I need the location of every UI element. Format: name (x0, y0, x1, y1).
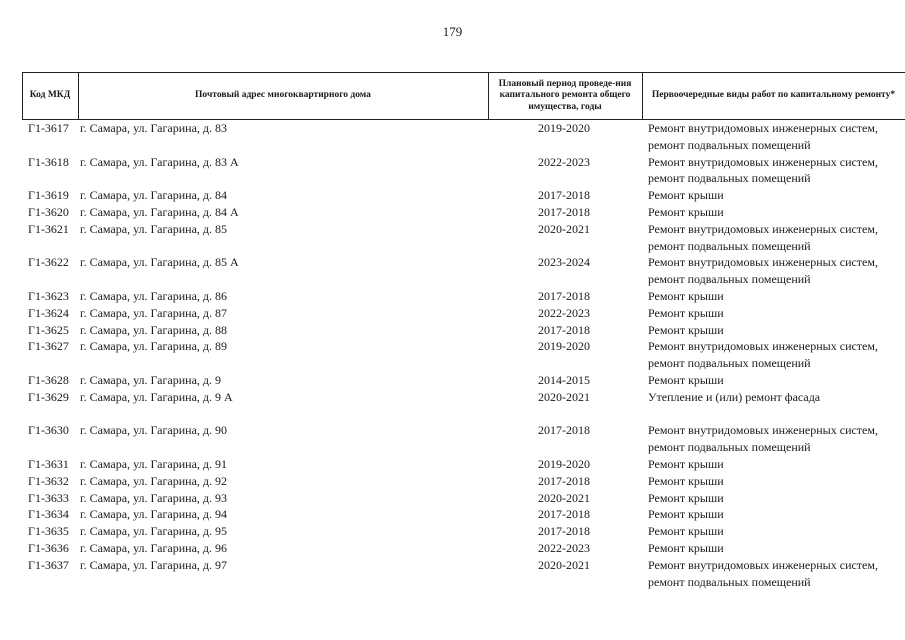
row-works: Ремонт крыши (648, 204, 724, 219)
row-code: Г1-3621 (28, 221, 69, 236)
row-works: Ремонт внутридомовых инженерных систем, ремонт подвальных помещений (648, 121, 878, 152)
row-code: Г1-3619 (28, 188, 69, 203)
header-works: Первоочередные виды работ по капитальному ремонту* (651, 90, 896, 101)
row-address: г. Самара, ул. Гагарина, д. 91 (80, 456, 228, 471)
table-row (22, 338, 905, 372)
row-address: г. Самара, ул. Гагарина, д. 96 (80, 540, 228, 555)
table-row (22, 456, 905, 473)
row-address: г. Самара, ул. Гагарина, д. 87 (80, 305, 228, 320)
row-code: Г1-3632 (28, 473, 69, 488)
row-code: Г1-3634 (28, 507, 69, 522)
row-period: 2017-2018 (538, 473, 590, 488)
row-address: г. Самара, ул. Гагарина, д. 95 (80, 524, 228, 539)
row-period: 2019-2020 (538, 121, 590, 135)
row-code: Г1-3631 (28, 456, 69, 471)
row-code: Г1-3618 (28, 154, 69, 169)
row-works: Ремонт крыши (648, 288, 724, 303)
row-address: г. Самара, ул. Гагарина, д. 83 (80, 121, 228, 135)
table-row (22, 322, 905, 339)
table-row (22, 305, 905, 322)
table-row (22, 204, 905, 221)
row-works: Ремонт крыши (648, 322, 724, 337)
row-works: Ремонт крыши (648, 540, 724, 555)
table-row (22, 557, 905, 591)
row-code: Г1-3633 (28, 490, 69, 505)
row-period: 2020-2021 (538, 490, 590, 505)
table-row (22, 540, 905, 557)
row-works: Ремонт внутридомовых инженерных систем, ремонт подвальных помещений (648, 423, 878, 455)
row-address: г. Самара, ул. Гагарина, д. 9 А (80, 389, 233, 404)
row-period: 2023-2024 (538, 255, 590, 270)
row-code: Г1-3617 (28, 121, 69, 135)
row-period: 2017-2018 (538, 423, 590, 438)
header-period: Плановый период проведе-ния капитального ремонта общего имущества, годы (498, 78, 632, 112)
row-code: Г1-3622 (28, 255, 69, 270)
row-address: г. Самара, ул. Гагарина, д. 97 (80, 557, 228, 572)
row-code: Г1-3628 (28, 372, 69, 387)
row-period: 2017-2018 (538, 204, 590, 219)
table-row (22, 120, 905, 154)
row-period: 2014-2015 (538, 372, 590, 387)
row-works: Ремонт крыши (648, 473, 724, 488)
row-works: Ремонт внутридомовых инженерных систем, ремонт подвальных помещений (648, 221, 878, 253)
row-works: Ремонт крыши (648, 456, 724, 471)
row-code: Г1-3635 (28, 524, 69, 539)
row-address: г. Самара, ул. Гагарина, д. 85 (80, 221, 228, 236)
row-period: 2019-2020 (538, 339, 590, 354)
row-period: 2017-2018 (538, 507, 590, 522)
table-body (22, 120, 905, 590)
table-row (22, 523, 905, 540)
row-code: Г1-3620 (28, 204, 69, 219)
row-address: г. Самара, ул. Гагарина, д. 86 (80, 288, 228, 303)
row-address: г. Самара, ул. Гагарина, д. 85 А (80, 255, 239, 270)
row-works: Ремонт внутридомовых инженерных систем, ремонт подвальных помещений (648, 154, 878, 186)
row-works: Ремонт внутридомовых инженерных систем, ремонт подвальных помещений (648, 557, 878, 589)
row-period: 2020-2021 (538, 389, 590, 404)
table-row (22, 389, 905, 423)
header-address: Почтовый адрес многоквартирного дома (195, 90, 371, 101)
table-row (22, 422, 905, 456)
table-row (22, 254, 905, 288)
row-address: г. Самара, ул. Гагарина, д. 89 (80, 339, 228, 354)
table-row (22, 473, 905, 490)
row-address: г. Самара, ул. Гагарина, д. 88 (80, 322, 228, 337)
row-code: Г1-3627 (28, 339, 69, 354)
table-row (22, 187, 905, 204)
row-address: г. Самара, ул. Гагарина, д. 90 (80, 423, 228, 438)
row-address: г. Самара, ул. Гагарина, д. 92 (80, 473, 228, 488)
row-works: Ремонт внутридомовых инженерных систем, ремонт подвальных помещений (648, 255, 878, 287)
row-address: г. Самара, ул. Гагарина, д. 84 (80, 188, 228, 203)
table-row (22, 490, 905, 507)
row-code: Г1-3629 (28, 389, 69, 404)
row-address: г. Самара, ул. Гагарина, д. 9 (80, 372, 222, 387)
row-address: г. Самара, ул. Гагарина, д. 83 А (80, 154, 239, 169)
table-header (22, 72, 905, 120)
row-works: Утепление и (или) ремонт фасада (648, 389, 821, 404)
row-works: Ремонт крыши (648, 372, 724, 387)
row-period: 2022-2023 (538, 540, 590, 555)
row-address: г. Самара, ул. Гагарина, д. 84 А (80, 204, 239, 219)
row-code: Г1-3630 (28, 423, 69, 438)
row-works: Ремонт крыши (648, 305, 724, 320)
row-works: Ремонт крыши (648, 490, 724, 505)
row-address: г. Самара, ул. Гагарина, д. 94 (80, 507, 228, 522)
row-period: 2022-2023 (538, 305, 590, 320)
row-code: Г1-3625 (28, 322, 69, 337)
row-period: 2017-2018 (538, 524, 590, 539)
row-works: Ремонт крыши (648, 524, 724, 539)
row-period: 2017-2018 (538, 288, 590, 303)
row-code: Г1-3637 (28, 557, 69, 572)
row-works: Ремонт крыши (648, 507, 724, 522)
row-period: 2017-2018 (538, 322, 590, 337)
page-number: 179 (442, 24, 463, 39)
row-period: 2017-2018 (538, 188, 590, 203)
table-row (22, 288, 905, 305)
row-period: 2020-2021 (538, 221, 590, 236)
row-works: Ремонт внутридомовых инженерных систем, ремонт подвальных помещений (648, 339, 878, 371)
row-period: 2020-2021 (538, 557, 590, 572)
table-row (22, 506, 905, 523)
table-row (22, 154, 905, 188)
row-code: Г1-3624 (28, 305, 69, 320)
header-code: Код МКД (29, 90, 71, 101)
table-row (22, 372, 905, 389)
row-period: 2019-2020 (538, 456, 590, 471)
row-works: Ремонт крыши (648, 188, 724, 203)
row-code: Г1-3636 (28, 540, 69, 555)
row-period: 2022-2023 (538, 154, 590, 169)
row-address: г. Самара, ул. Гагарина, д. 93 (80, 490, 228, 505)
table-row (22, 221, 905, 255)
row-code: Г1-3623 (28, 288, 69, 303)
